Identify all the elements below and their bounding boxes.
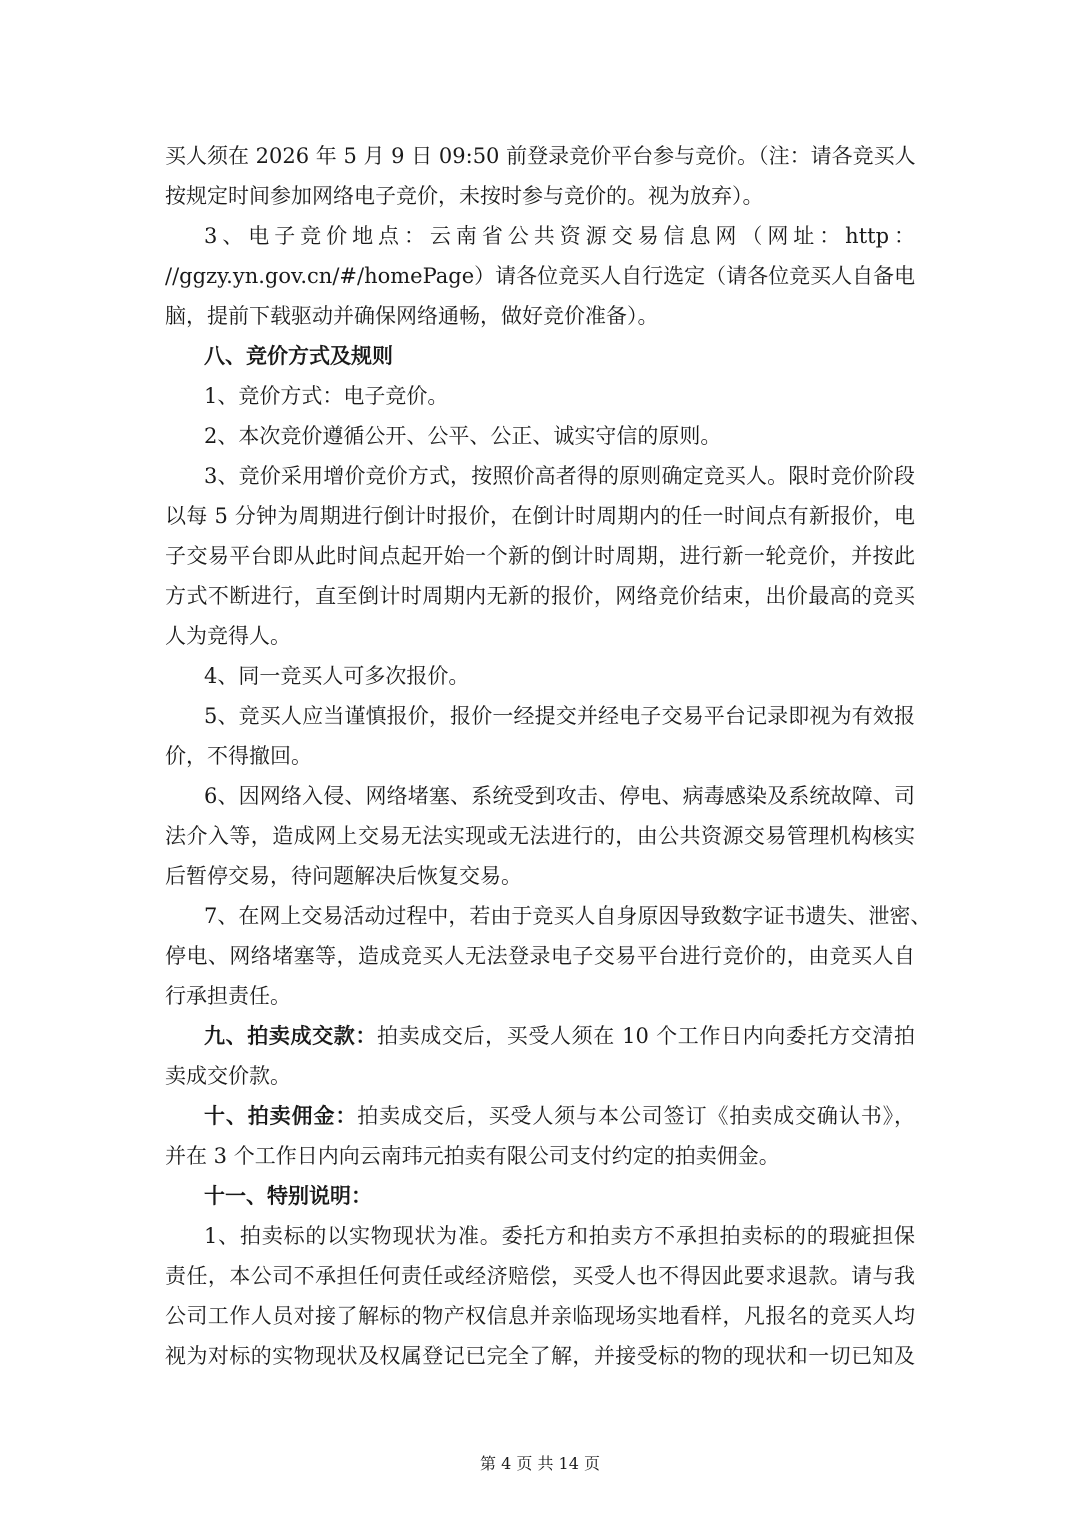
paragraph-line: 卖成交价款。 [165, 1064, 291, 1088]
paragraph-line: 以每 5 分钟为周期进行倒计时报价，在倒计时周期内的任一时间点有新报价，电 [165, 504, 915, 528]
paragraph-line: 4、同一竞买人可多次报价。 [204, 664, 470, 688]
paragraph-line: 按规定时间参加网络电子竞价，未按时参与竞价的。视为放弃）。 [165, 184, 764, 208]
paragraph-line: 公司工作人员对接了解标的物产权信息并亲临现场实地看样，凡报名的竞买人均 [165, 1304, 915, 1328]
paragraph-text: 拍卖成交后，买受人须与本公司签订《拍卖成交确认书》， [357, 1104, 915, 1128]
paragraph-line: 买人须在 2026 年 5 月 9 日 09:50 前登录竞价平台参与竞价。（注：请各竞买人 [165, 144, 916, 168]
section-label: 十、拍卖佣金： [204, 1103, 358, 1128]
auction-payment-line [204, 1016, 915, 1056]
paragraph-line: 价，不得撤回。 [165, 744, 312, 768]
paragraph-line: 法介入等，造成网上交易无法实现或无法进行的，由公共资源交易管理机构核实 [165, 824, 915, 848]
paragraph-line: //ggzy.yn.gov.cn/#/homePage）请各位竞买人自行选定（请各位竞买人自备电 [165, 264, 916, 288]
paragraph-line: 视为对标的实物现状及权属登记已完全了解，并接受标的物的现状和一切已知及 [165, 1344, 915, 1368]
paragraph-line: 1、拍卖标的以实物现状为准。委托方和拍卖方不承担拍卖标的的瑕疵担保 [204, 1224, 915, 1248]
paragraph-line: 6、因网络入侵、网络堵塞、系统受到攻击、停电、病毒感染及系统故障、司 [204, 784, 915, 808]
paragraph-text: 拍卖成交后，买受人须在 10 个工作日内向委托方交清拍 [376, 1024, 915, 1048]
section-label: 九、拍卖成交款： [204, 1023, 377, 1048]
paragraph-line: 停电、网络堵塞等，造成竞买人无法登录电子交易平台进行竞价的，由竞买人自 [165, 944, 915, 968]
section-heading: 十一、特别说明： [204, 1183, 372, 1208]
auction-commission-line [204, 1096, 915, 1136]
paragraph-line: 方式不断进行，直至倒计时周期内无新的报价，网络竞价结束，出价最高的竞买 [165, 584, 915, 608]
paragraph-line: 3、竞价采用增价竞价方式，按照价高者得的原则确定竞买人。限时竞价阶段 [204, 464, 915, 488]
paragraph-line: 责任，本公司不承担任何责任或经济赔偿，买受人也不得因此要求退款。请与我 [165, 1264, 915, 1288]
page-number: 第 4 页 共 14 页 [480, 1454, 600, 1473]
section-heading: 八、竞价方式及规则 [204, 343, 393, 368]
paragraph-line: 子交易平台即从此时间点起开始一个新的倒计时周期，进行新一轮竞价，并按此 [165, 544, 915, 568]
paragraph-line: 后暂停交易，待问题解决后恢复交易。 [165, 864, 522, 888]
paragraph-line: 2、本次竞价遵循公开、公平、公正、诚实守信的原则。 [204, 424, 722, 448]
paragraph-line: 1、竞价方式：电子竞价。 [204, 384, 449, 408]
paragraph-line: 行承担责任。 [165, 984, 291, 1008]
paragraph-line: 7、在网上交易活动过程中，若由于竞买人自身原因导致数字证书遗失、泄密、 [204, 904, 932, 928]
paragraph-line: 人为竞得人。 [165, 624, 291, 648]
paragraph-line: 脑，提前下载驱动并确保网络通畅，做好竞价准备）。 [165, 304, 659, 328]
paragraph-line: 5、竞买人应当谨慎报价，报价一经提交并经电子交易平台记录即视为有效报 [204, 704, 915, 728]
paragraph-line: 并在 3 个工作日内向云南玮元拍卖有限公司支付约定的拍卖佣金。 [165, 1144, 780, 1168]
paragraph-line: 3、电子竞价地点：云南省公共资源交易信息网（网址：http： [204, 224, 915, 248]
